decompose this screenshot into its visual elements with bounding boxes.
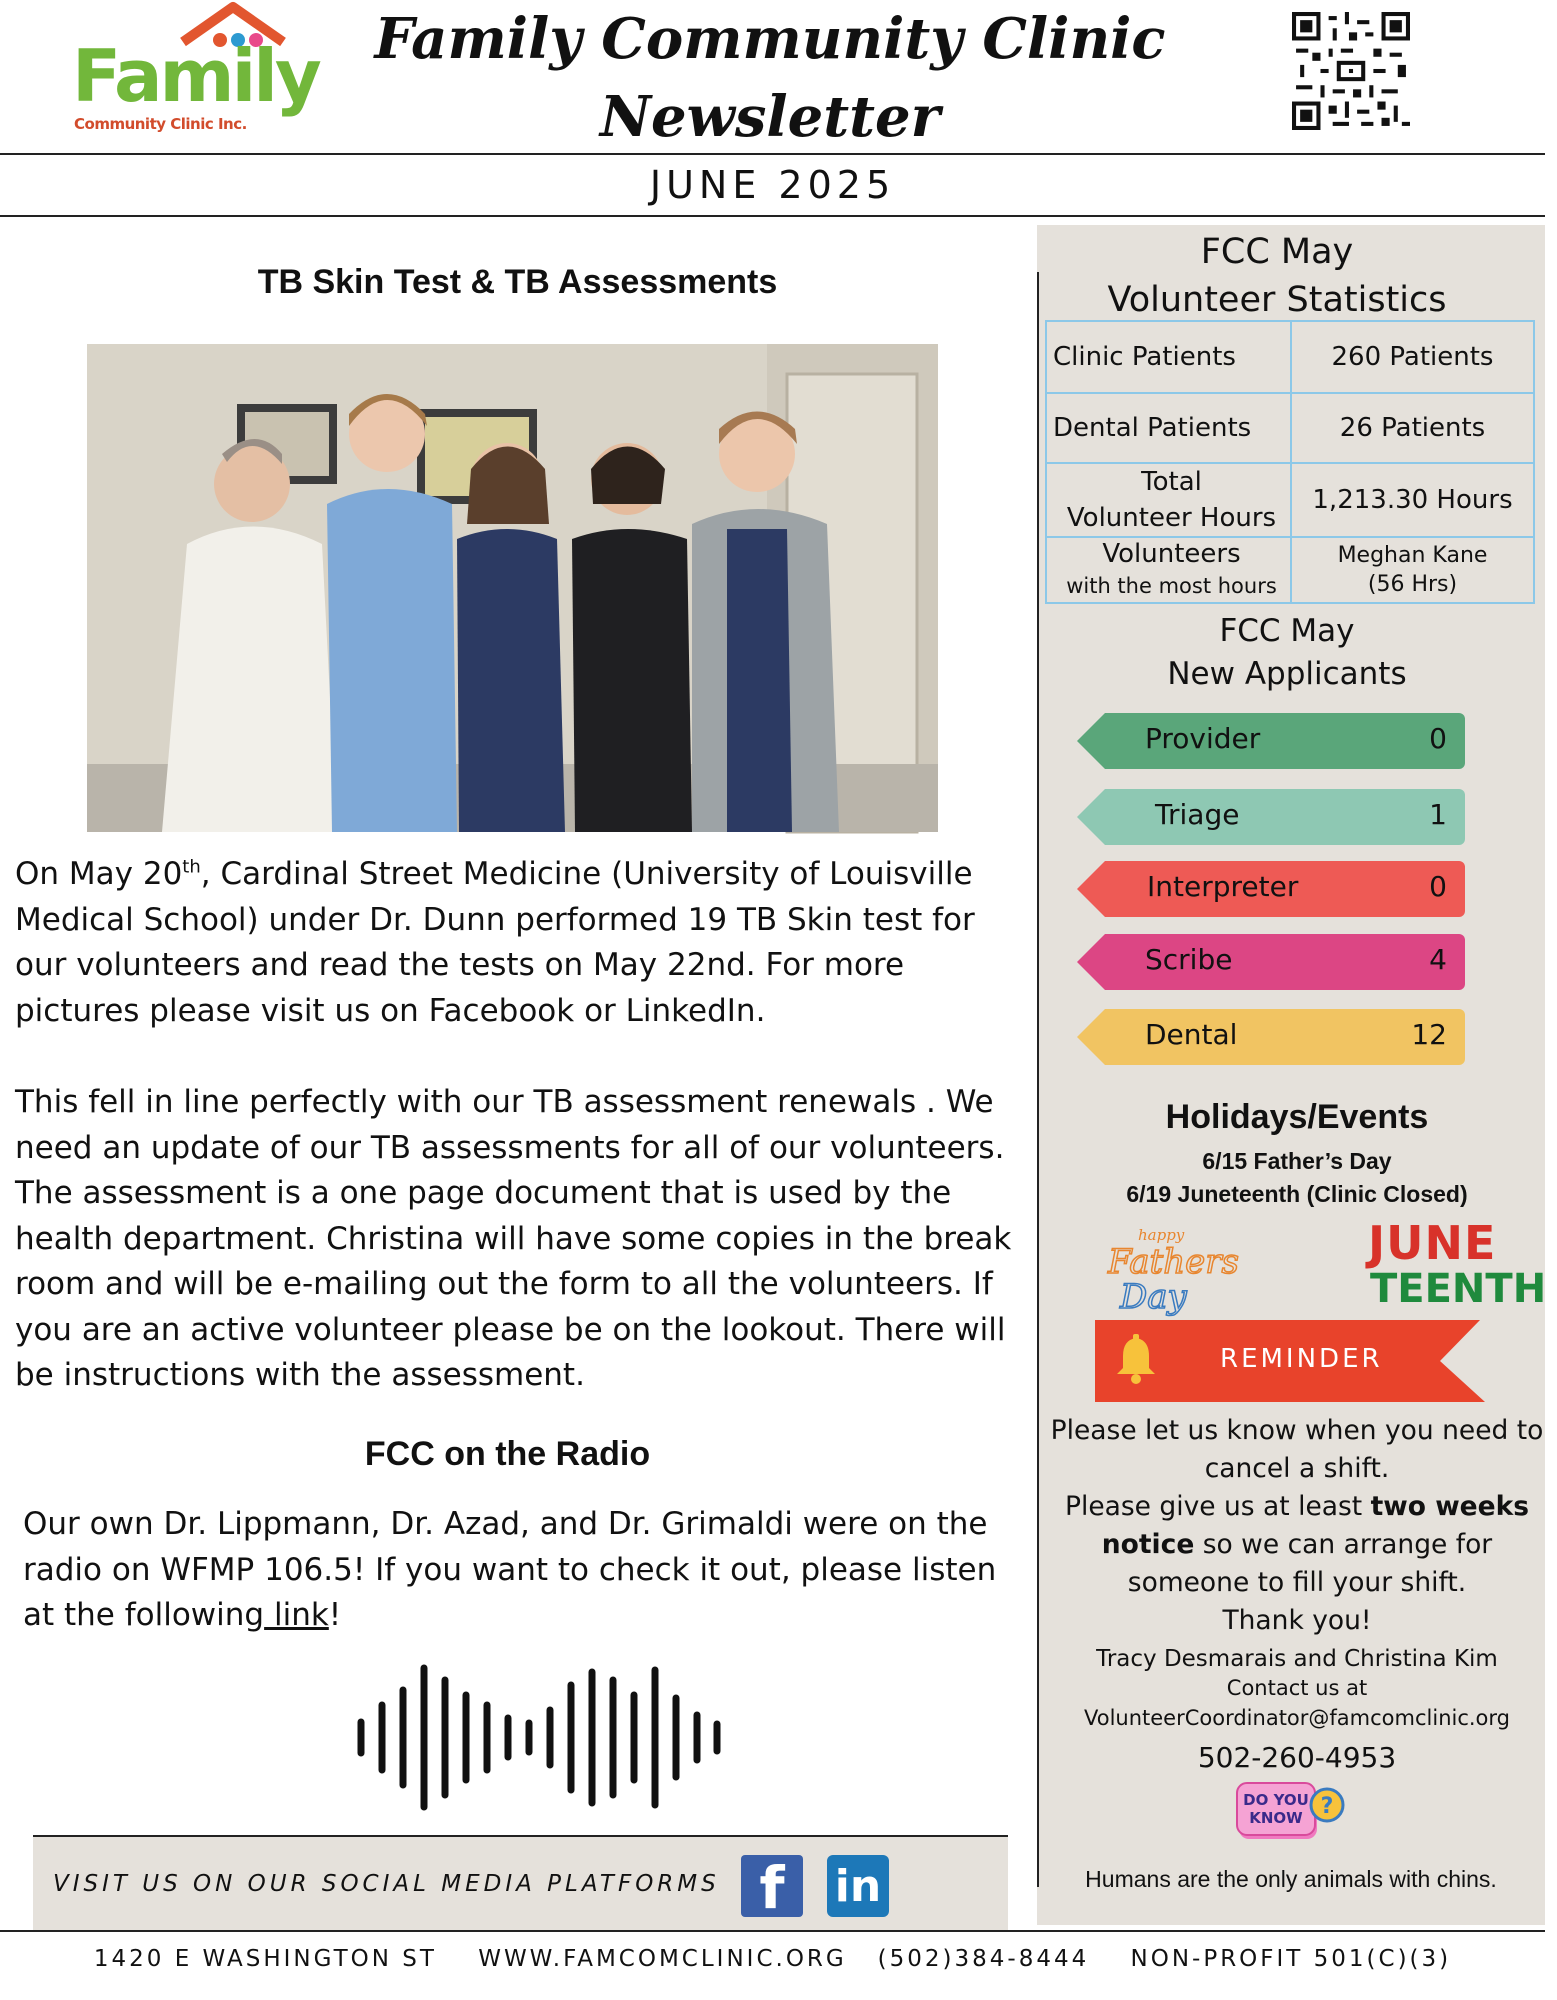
reminder-notice-start: Please give us at least (1064, 1491, 1371, 1522)
applicant-count: 12 (1411, 1018, 1447, 1051)
radio-text: Our own Dr. Lippmann, Dr. Azad, and Dr. Grimaldi were on the radio on WFMP 106.5! If you want to check it out, please listen at the following (23, 1506, 997, 1633)
holiday-juneteenth: 6/19 Juneteenth (Clinic Closed) (1126, 1181, 1468, 1207)
applicant-label: Provider (1145, 722, 1261, 755)
radio-section-heading: FCC on the Radio (364, 1435, 651, 1473)
stats-label (1046, 463, 1291, 537)
issue-date: JUNE 2025 (649, 163, 896, 207)
footer-address: 1420 E WASHINGTON ST (93, 1946, 437, 1972)
contact-prompt: Contact us at (1226, 1676, 1368, 1700)
social-media-text: VISIT US ON OUR SOCIAL MEDIA PLATFORMS (53, 1871, 720, 1897)
bell-icon (1115, 1334, 1157, 1384)
reminder-notice-bold: two weeks notice (1101, 1491, 1530, 1560)
applicant-label: Triage (1155, 798, 1240, 831)
applicant-label: Dental (1145, 1018, 1238, 1051)
applicant-tag-dental (1105, 1009, 1465, 1065)
radio-paragraph (23, 1502, 1033, 1639)
applicant-tag-interpreter (1105, 861, 1465, 917)
stats-value-line2: (56 Hrs) (1367, 572, 1458, 597)
volunteer-stats-title-line1: FCC May (1200, 232, 1354, 272)
juneteenth-art (1366, 1216, 1547, 1318)
p1-text-end: , Cardinal Street Medicine (University of Louisville Medical School) under Dr. Dunn performed 19 TB Skin test for our volunteers and read the tests on May 22nd. For more pictures please visit us on Facebook or LinkedIn. (15, 856, 975, 1029)
logo-wordmark: Family (72, 34, 319, 118)
holiday-fathers-day: 6/15 Father’s Day (1202, 1148, 1392, 1174)
tb-assessment-paragraph: This fell in line perfectly with our TB assessment renewals . We need an update of our TB assessments for all of our volunteers. The assessment is a one page document that is used by the health department. Christina will have some copies in the break room and will be e-mailing out the form to all the volunteers. If you are an active volunteer please be on the lookout. There will be instructions with the assessment. (15, 1084, 1012, 1393)
juneteenth-art-word2: TEENTH (1370, 1266, 1547, 1312)
juneteenth-art-word1: JUNE (1368, 1216, 1497, 1270)
juneteenth-art-line2 (1370, 1264, 1546, 1314)
did-you-know-line2: KNOW (1249, 1809, 1303, 1827)
fathers-day-art (1100, 1218, 1239, 1318)
reminder-text (1037, 1412, 1557, 1640)
did-you-know-line1: DO YOU (1243, 1791, 1309, 1809)
radio-link[interactable]: link (264, 1597, 329, 1633)
radio-text-end: ! (328, 1597, 342, 1633)
fathers-day-art-end: Day (1120, 1277, 1187, 1317)
qr-code-icon[interactable] (1292, 12, 1410, 130)
p1-text-start: On May 20 (15, 856, 183, 892)
holidays-heading: Holidays/Events (1165, 1098, 1429, 1136)
contact-email[interactable]: VolunteerCoordinator@famcomclinic.org (1083, 1706, 1511, 1730)
stats-label: Clinic Patients (1046, 321, 1291, 393)
social-media-bar (33, 1835, 1008, 1930)
fun-fact: Humans are the only animals with chins. (1085, 1866, 1497, 1892)
svg-text:?: ? (1320, 1794, 1334, 1819)
header-rule-bottom (0, 215, 1545, 217)
reminder-label: REMINDER (1220, 1344, 1383, 1374)
stats-row (1046, 537, 1534, 603)
volunteer-stats-title (1037, 228, 1517, 324)
footer-info (0, 1946, 1545, 1972)
juneteenth-art-line1 (1368, 1218, 1496, 1268)
stats-label: Dental Patients (1046, 393, 1291, 463)
stats-row (1046, 393, 1534, 463)
stats-value: 260 Patients (1291, 321, 1534, 393)
volunteer-stats-title-line2: Volunteer Statistics (1107, 280, 1447, 320)
linkedin-icon[interactable]: in (827, 1855, 889, 1917)
stats-row (1046, 321, 1534, 393)
stats-value: 1,213.30 Hours (1291, 463, 1534, 537)
applicant-count: 4 (1429, 943, 1447, 976)
tb-skin-test-paragraph (15, 852, 1025, 1034)
footer-website[interactable]: WWW.FAMCOMCLINIC.ORG (478, 1946, 847, 1972)
applicant-count: 0 (1429, 870, 1447, 903)
reminder-banner (1095, 1320, 1485, 1402)
new-applicants-title (1037, 610, 1537, 696)
applicant-count: 1 (1429, 798, 1447, 831)
coordinator-names: Tracy Desmarais and Christina Kim (1096, 1646, 1498, 1672)
stats-label-line2: Volunteer Hours (1066, 503, 1277, 533)
fathers-day-art-main: Fathers (1108, 1242, 1239, 1282)
title-line-1: Family Community Clinic (374, 6, 1166, 72)
reminder-line-notice (1037, 1488, 1557, 1602)
newsletter-title (330, 0, 1210, 156)
stats-value: 26 Patients (1291, 393, 1534, 463)
fathers-day-art-small: happy (1138, 1226, 1185, 1244)
reminder-line-cancel: Please let us know when you need to cancel a shift. (1050, 1415, 1544, 1484)
new-applicants-title-line1: FCC May (1219, 613, 1355, 649)
volunteer-stats-table (1045, 320, 1535, 604)
tb-section-heading: TB Skin Test & TB Assessments (257, 263, 778, 301)
stats-label (1046, 537, 1291, 603)
stats-row (1046, 463, 1534, 537)
footer-nonprofit: NON-PROFIT 501(C)(3) (1130, 1946, 1452, 1972)
stats-label-line1: Volunteers (1102, 539, 1241, 569)
footer-phone: (502)384-8444 (877, 1946, 1090, 1972)
title-line-2: Newsletter (599, 84, 941, 150)
applicant-label: Scribe (1145, 943, 1233, 976)
p1-superscript: th (182, 856, 201, 878)
stats-label-line2: with the most hours (1066, 574, 1277, 598)
clinic-logo (70, 0, 319, 145)
stats-value-line1: Meghan Kane (1337, 543, 1488, 568)
applicant-tag-provider (1105, 713, 1465, 769)
applicant-label: Interpreter (1147, 870, 1299, 903)
header-rule-top (0, 153, 1545, 155)
stats-value (1291, 537, 1534, 603)
reminder-notice-end: so we can arrange for someone to fill your shift. (1127, 1529, 1493, 1598)
applicant-tag-scribe (1105, 934, 1465, 990)
applicant-tag-triage (1105, 789, 1465, 845)
stats-label-line1: Total (1141, 467, 1202, 497)
volunteers-group-photo (87, 344, 938, 832)
reminder-thanks: Thank you! (1222, 1605, 1372, 1636)
contact-phone: 502-260-4953 (1197, 1741, 1397, 1774)
column-divider (1037, 272, 1039, 1887)
applicant-count: 0 (1429, 722, 1447, 755)
new-applicants-title-line2: New Applicants (1167, 656, 1407, 692)
footer-rule (0, 1930, 1545, 1932)
sound-wave-icon (355, 1660, 725, 1815)
logo-subtitle: Community Clinic Inc. (74, 115, 247, 133)
facebook-icon[interactable]: f (741, 1855, 803, 1917)
did-you-know-badge (1235, 1775, 1350, 1845)
